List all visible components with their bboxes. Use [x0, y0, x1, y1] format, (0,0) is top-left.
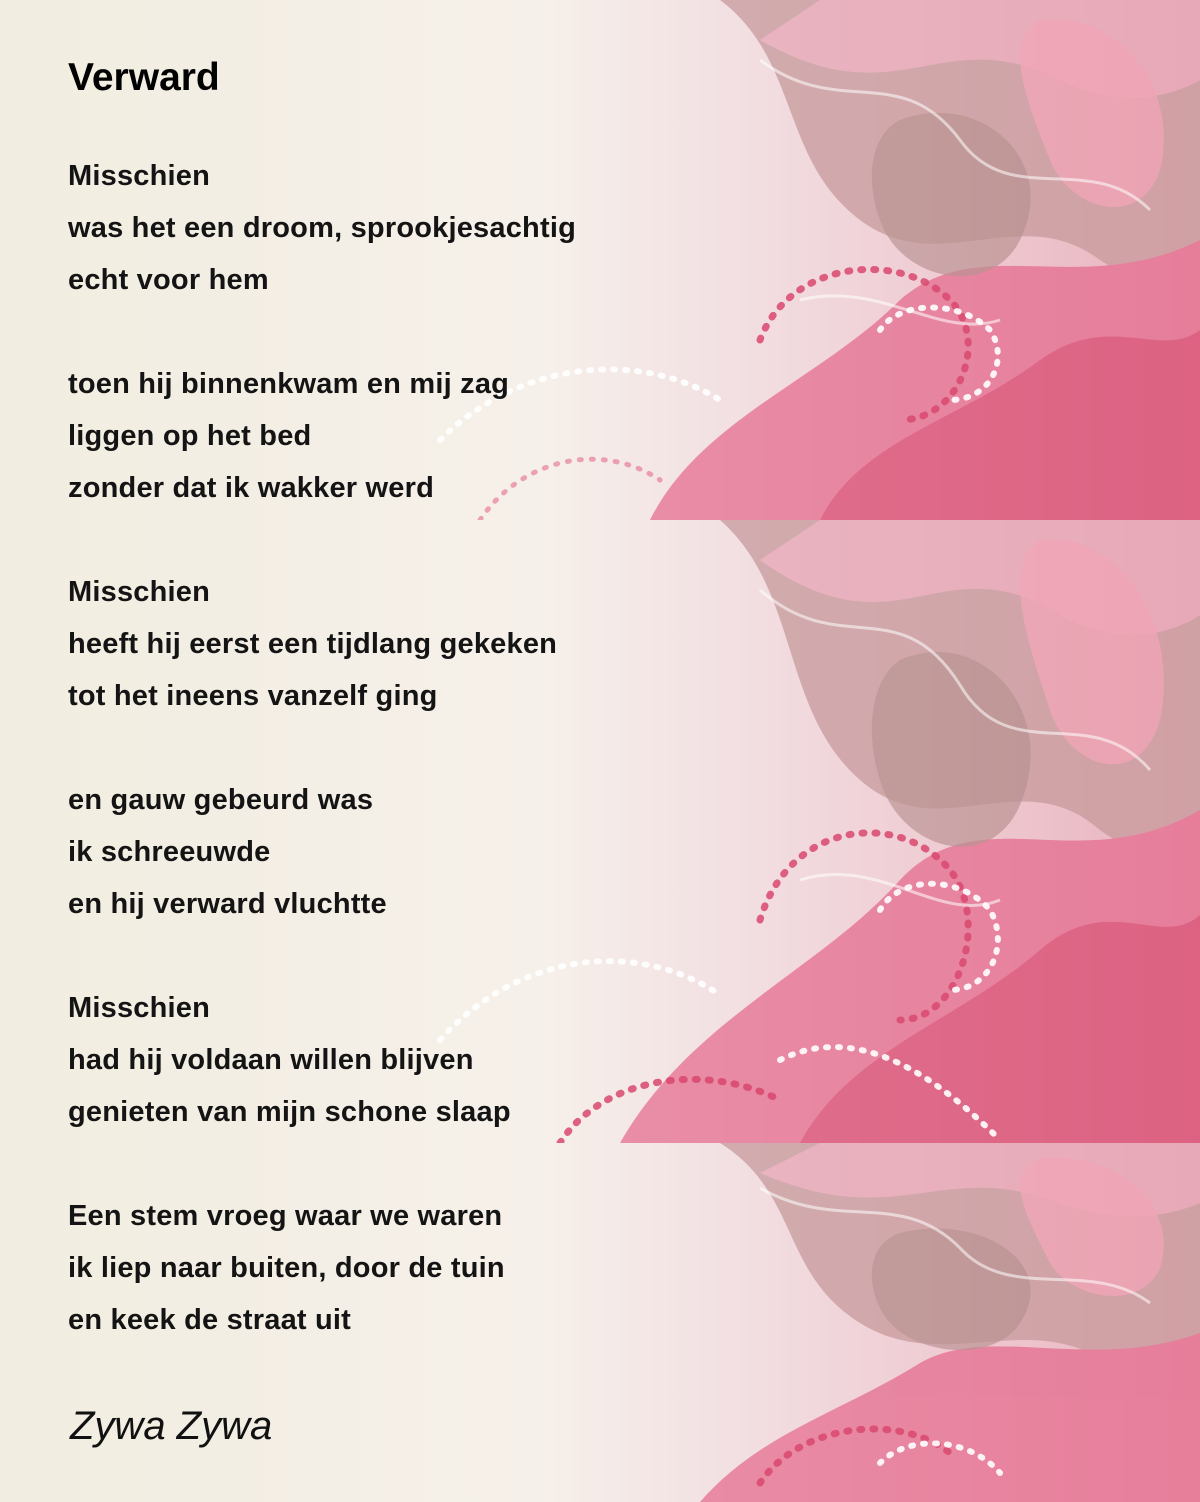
- poem-line: en keek de straat uit: [68, 1304, 352, 1336]
- stanza-break: [68, 1138, 576, 1190]
- poem-line: heeft hij eerst een tijdlang gekeken: [68, 628, 558, 660]
- stanza-break: [68, 306, 576, 358]
- stanza-break: [68, 722, 576, 774]
- stanza-break: [68, 930, 576, 982]
- poem-line: liggen op het bed: [68, 420, 312, 452]
- poem-line: ik liep naar buiten, door de tuin: [68, 1252, 505, 1284]
- poem-line: genieten van mijn schone slaap: [68, 1096, 511, 1128]
- poem-line: Misschien: [68, 992, 211, 1024]
- poem-line: zonder dat ik wakker werd: [68, 472, 435, 504]
- poem-line: had hij voldaan willen blijven: [68, 1044, 474, 1076]
- poem-title: Verward: [68, 56, 220, 99]
- poem-line: en gauw gebeurd was: [68, 784, 374, 816]
- stanza-break: [68, 514, 576, 566]
- poem-line: Misschien: [68, 576, 211, 608]
- poem-author: Zywa Zywa: [70, 1404, 273, 1448]
- poem-line: Een stem vroeg waar we waren: [68, 1200, 503, 1232]
- poem-line: was het een droom, sprookjesachtig: [68, 212, 576, 244]
- poem-line: Misschien: [68, 160, 211, 192]
- poem-line: tot het ineens vanzelf ging: [68, 680, 438, 712]
- poem-line: ik schreeuwde: [68, 836, 271, 868]
- poem-line: echt voor hem: [68, 264, 269, 296]
- poem-body: [68, 150, 576, 1346]
- poem-line: en hij verward vluchtte: [68, 888, 387, 920]
- poem-line: toen hij binnenkwam en mij zag: [68, 368, 510, 400]
